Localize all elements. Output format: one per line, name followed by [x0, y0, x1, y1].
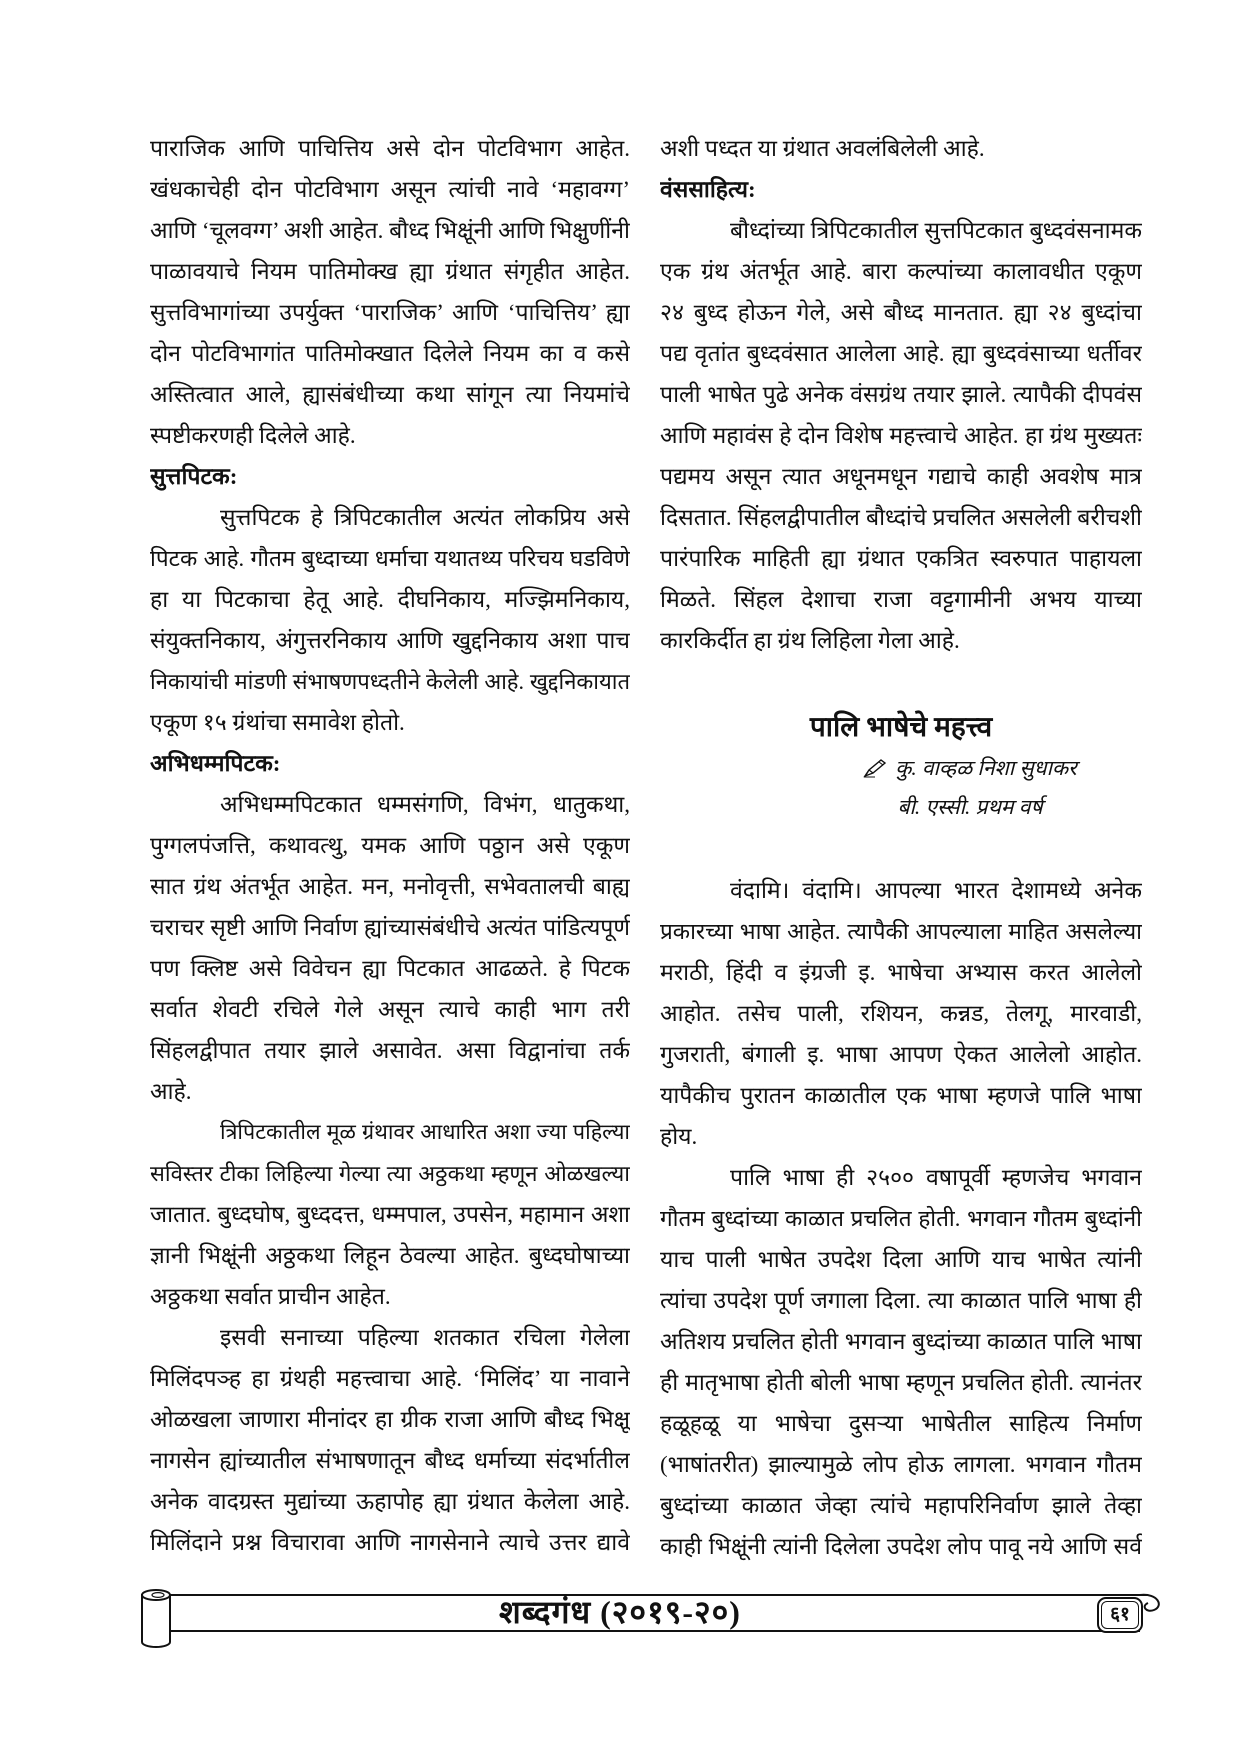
magazine-title: शब्दगंध (२०१९-२०): [499, 1594, 741, 1630]
paragraph: [660, 1157, 1142, 1567]
text-line: सुत्तविभागांच्या उपर्युक्त ‘पाराजिक’ आणि ‘पाचित्तिय’ ह्या: [150, 300, 630, 325]
text-line: पारंपारिक माहिती ह्या ग्रंथात एकत्रित स्वरुपात पाहायला: [660, 546, 1142, 571]
text-line: ज्ञानी भिक्षूंनी अठ्ठकथा लिहून ठेवल्या आहेत. बुध्दघोषाच्या: [150, 1243, 630, 1268]
page-number: ६१: [1110, 1604, 1130, 1625]
article-body: [660, 870, 1142, 1567]
text-line: दिसतात. सिंहलद्वीपातील बौध्दांचे प्रचलित असलेली बरीचशी: [660, 505, 1142, 530]
text-line: पण क्लिष्ट असे विवेचन ह्या पिटकात आढळते. हे पिटक: [150, 956, 630, 981]
text-line: (भाषांतरीत) झाल्यामुळे लोप होऊ लागला. भगवान गौतम: [660, 1452, 1142, 1477]
text-line: सात ग्रंथ अंतर्भूत आहेत. मन, मनोवृत्ती, सभेवतालची बाह्य: [150, 874, 630, 899]
text-line: प्रकारच्या भाषा आहेत. त्यापैकी आपल्याला माहित असलेल्या: [660, 919, 1142, 944]
text-line: पद्यमय असून त्यात अधूनमधून गद्याचे काही अवशेष मात्र: [660, 464, 1142, 489]
text-line: मिलिंदाने प्रश्न विचारावा आणि नागसेनाने त्याचे उत्तर द्यावे: [150, 1530, 630, 1555]
paragraph: [150, 1112, 630, 1317]
text-line: बौध्दांच्या त्रिपिटकातील सुत्तपिटकात बुध्दवंसनामक: [730, 218, 1142, 243]
text-line: याच पाली भाषेत उपदेश दिला आणि याच भाषेत त्यांनी: [660, 1247, 1142, 1272]
text-line: मिळते. सिंहल देशाचा राजा वट्टगामीनी अभय याच्या: [660, 587, 1142, 612]
section-heading: वंससाहित्य:: [660, 177, 756, 202]
section-heading: सुत्तपिटक:: [150, 464, 238, 489]
text-line: खंधकाचेही दोन पोटविभाग असून त्यांची नावे ‘महावग्ग’: [150, 177, 630, 202]
text-line: आहोत. तसेच पाली, रशियन, कन्नड, तेलगू, मारवाडी,: [660, 1001, 1142, 1026]
text-line: पुग्गलपंजत्ति, कथावत्थु, यमक आणि पठ्ठान असे एकूण: [150, 833, 630, 858]
text-line: आहे.: [150, 1079, 192, 1104]
text-line: अनेक वादग्रस्त मुद्यांच्या ऊहापोह ह्या ग्रंथात केलेला आहे.: [150, 1489, 630, 1514]
text-line: नागसेन ह्यांच्यातील संभाषणातून बौध्द धर्माच्या संदर्भातील: [150, 1448, 630, 1473]
text-line: दोन पोटविभागांत पातिमोक्खात दिलेले नियम का व कसे: [150, 341, 630, 366]
author-name: कु. वाव्हळ निशा सुधाकर: [895, 756, 1077, 780]
right-column-top: [660, 128, 1142, 661]
text-line: निकायांची मांडणी संभाषणपध्दतीने केलेली आहे. खुद्दनिकायात: [150, 669, 630, 694]
text-line: पाराजिक आणि पाचित्तिय असे दोन पोटविभाग आहेत.: [150, 136, 630, 161]
paragraph: [660, 210, 1142, 661]
text-line: सर्वात शेवटी रचिले गेले असून त्याचे काही भाग तरी: [150, 997, 630, 1022]
scroll-roll-icon: [142, 1590, 170, 1647]
text-line: मिलिंदपञ्ह हा ग्रंथही महत्त्वाचा आहे. ‘मिलिंद’ या नावाने: [150, 1366, 630, 1391]
text-line: यापैकीच पुरातन काळातील एक भाषा म्हणजे पालि भाषा: [660, 1083, 1142, 1108]
text-line: इसवी सनाच्या पहिल्या शतकात रचिला गेलेला: [220, 1325, 630, 1350]
author-class-year: बी. एस्सी. प्रथम वर्ष: [897, 795, 1043, 819]
text-line: काही भिक्षूंनी त्यांनी दिलेला उपदेश लोप पावू नये आणि सर्व: [660, 1534, 1142, 1559]
text-line: चराचर सृष्टी आणि निर्वाण ह्यांच्यासंबंधीचे अत्यंत पांडित्यपूर्ण: [150, 915, 630, 940]
text-line: २४ बुध्द होऊन गेले, असे बौध्द मानतात. ह्या २४ बुध्दांचा: [660, 300, 1142, 325]
text-line: पालि भाषा ही २५०० वषापूर्वी म्हणजेच भगवान: [730, 1165, 1142, 1190]
text-line: संयुक्तनिकाय, अंगुत्तरनिकाय आणि खुद्दनिकाय अशा पाच: [150, 628, 630, 653]
text-line: होय.: [660, 1124, 698, 1149]
text-line: वंदामि। वंदामि। आपल्या भारत देशामध्ये अनेक: [730, 878, 1142, 903]
text-line: अठ्ठकथा सर्वात प्राचीन आहेत.: [150, 1284, 391, 1309]
text-line: एक ग्रंथ अंतर्भूत आहे. बारा कल्पांच्या कालावधीत एकूण: [660, 259, 1142, 284]
text-line: गौतम बुध्दांच्या काळात प्रचलित होती. भगवान गौतम बुध्दांनी: [660, 1206, 1142, 1231]
text-line: पाली भाषेत पुढे अनेक वंसग्रंथ तयार झाले. त्यापैकी दीपवंस: [660, 382, 1142, 407]
text-line: ओळखला जाणारा मीनांदर हा ग्रीक राजा आणि बौध्द भिक्षू: [150, 1407, 630, 1432]
author-byline: [800, 750, 1140, 786]
text-line: सविस्तर टीका लिहिल्या गेल्या त्या अठ्ठकथा म्हणून ओळखल्या: [150, 1161, 630, 1186]
text-line: आणि ‘चूलवग्ग’ अशी आहेत. बौध्द भिक्षूंनी आणि भिक्षुणींनी: [150, 218, 630, 243]
text-line: सुत्तपिटक हे त्रिपिटकातील अत्यंत लोकप्रिय असे: [220, 505, 630, 530]
text-line: मराठी, हिंदी व इंग्रजी इ. भाषेचा अभ्यास करत आलेलो: [660, 960, 1142, 985]
text-line: कारकिर्दीत हा ग्रंथ लिहिला गेला आहे.: [660, 628, 960, 653]
text-line: एकूण १५ ग्रंथांचा समावेश होतो.: [150, 710, 405, 735]
paragraph: [150, 497, 630, 743]
section-heading: अभिधम्मपिटक:: [150, 751, 281, 776]
text-line: जातात. बुध्दघोष, बुध्ददत्त, धम्मपाल, उपसेन, महामान अशा: [150, 1202, 630, 1227]
text-line: अभिधम्मपिटकात धम्मसंगणि, विभंग, धातुकथा,: [220, 792, 630, 817]
text-line: अतिशय प्रचलित होती भगवान बुध्दांच्या काळात पालि भाषा: [660, 1329, 1142, 1354]
text-line: अस्तित्वात आले, ह्यासंबंधीच्या कथा सांगून त्या नियमांचे: [150, 382, 630, 407]
text-line: पिटक आहे. गौतम बुध्दाच्या धर्माचा यथातथ्य परिचय घडविणे: [150, 546, 630, 571]
text-line: आणि महावंस हे दोन विशेष महत्त्वाचे आहेत. हा ग्रंथ मुख्यतः: [660, 423, 1142, 448]
text-line: ही मातृभाषा होती बोली भाषा म्हणून प्रचलित होती. त्यानंतर: [660, 1370, 1142, 1395]
text-line: हळूहळू या भाषेचा दुसऱ्या भाषेतील साहित्य निर्माण: [660, 1411, 1142, 1436]
left-column: [150, 128, 630, 1563]
text-line: सिंहलद्वीपात तयार झाले असावेत. असा विद्वानांचा तर्क: [150, 1038, 630, 1063]
text-line: पद्य वृतांत बुध्दवंसात आलेला आहे. ह्या बुध्दवंसाच्या धर्तीवर: [660, 341, 1142, 366]
paragraph: [150, 1317, 630, 1563]
text-line: बुध्दांच्या काळात जेव्हा त्यांचे महापरिनिर्वाण झाले तेव्हा: [660, 1493, 1142, 1518]
paragraph: [150, 128, 630, 456]
text-line: त्यांचा उपदेश पूर्ण जगाला दिला. त्या काळात पालि भाषा ही: [660, 1288, 1142, 1313]
text-line: हा या पिटकाचा हेतू आहे. दीघनिकाय, मज्झिमनिकाय,: [150, 587, 630, 612]
text-line: गुजराती, बंगाली इ. भाषा आपण ऐकत आलेलो आहोत.: [660, 1042, 1142, 1067]
pen-icon: [863, 758, 887, 778]
text-line: त्रिपिटकातील मूळ ग्रंथावर आधारित अशा ज्या पहिल्या: [220, 1120, 630, 1144]
text-line: अशी पध्दत या ग्रंथात अवलंबिलेली आहे.: [660, 136, 985, 161]
text-line: स्पष्टीकरणही दिलेले आहे.: [150, 423, 356, 448]
paragraph: [660, 870, 1142, 1157]
text-line: पाळावयाचे नियम पातिमोक्ख ह्या ग्रंथात संगृहीत आहेत.: [150, 259, 630, 284]
paragraph: [150, 784, 630, 1112]
article-title: पालि भाषेचे महत्त्व: [809, 712, 993, 743]
